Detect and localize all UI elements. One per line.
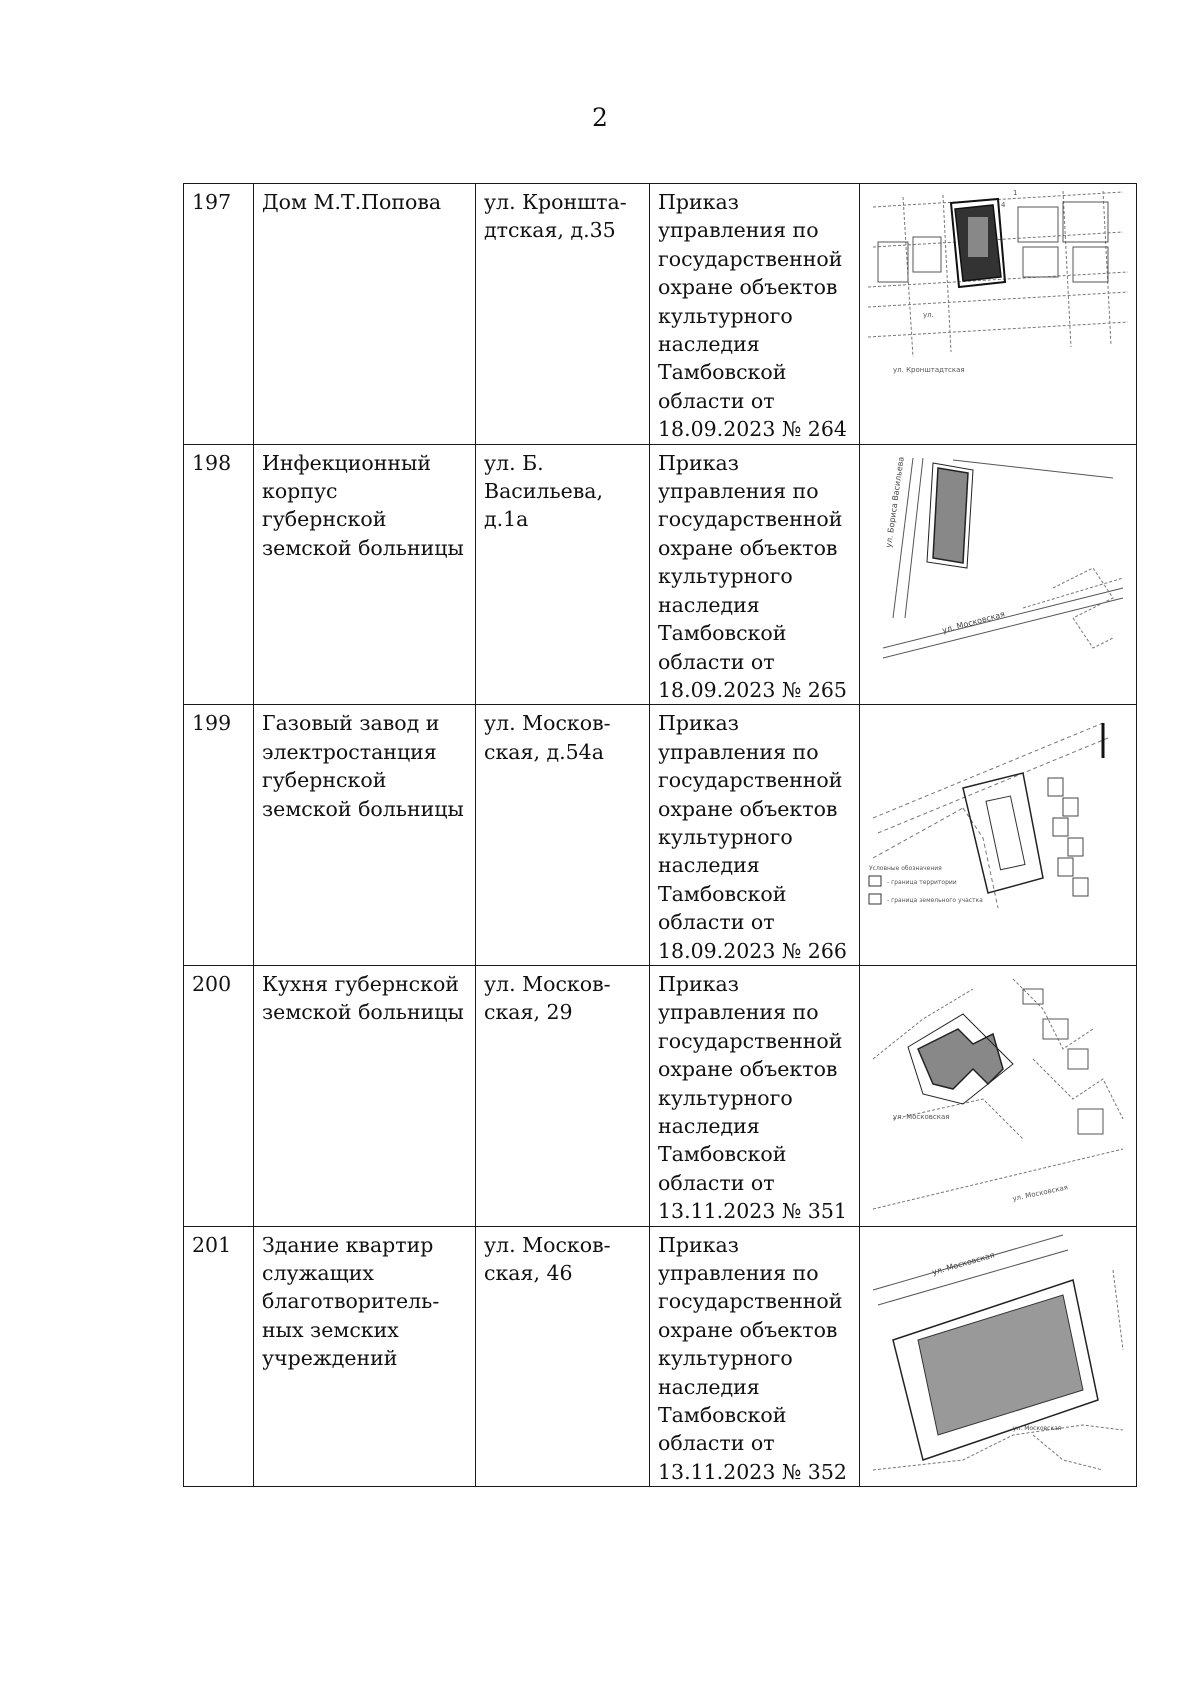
order-reference: Приказ управления по государственной охране объектов культурного наследия Тамбовской области от 18.09.2023 № 266 [650,705,860,966]
order-reference: Приказ управления по государственной охране объектов культурного наследия Тамбовской области от 13.11.2023 № 352 [650,1226,860,1487]
object-name: Газовый завод и электростанция губернской земской больницы [254,705,476,966]
territory-scheme-cell [860,184,1137,445]
object-name: Инфекционный корпус губернской земской больницы [254,444,476,705]
svg-text:ул. Московская: ул. Московская [893,1112,950,1121]
territory-scheme-map [863,708,1133,958]
object-address: ул. Москов-ская, 46 [476,1226,650,1487]
svg-text:ул. Московская: ул. Московская [1013,1424,1062,1432]
heritage-objects-table [183,183,1137,1487]
svg-text:- граница территории: - граница территории [887,879,957,887]
map-street-label: ул. Бориса Васильева [884,455,906,548]
territory-scheme-map [863,1230,1133,1480]
territory-scheme-map [863,969,1133,1219]
object-name: Кухня губернской земской больницы [254,965,476,1226]
territory-scheme-map [863,187,1133,437]
svg-text:4: 4 [1001,201,1006,209]
row-number: 199 [184,705,254,966]
territory-scheme-cell [860,965,1137,1226]
table-row [184,965,1137,1226]
object-address: ул. Кроншта-дтская, д.35 [476,184,650,445]
row-number: 197 [184,184,254,445]
object-name: Дом М.Т.Попова [254,184,476,445]
object-name: Здание квартир служащих благотворитель-ных земских учреждений [254,1226,476,1487]
table-row [184,705,1137,966]
page-number: 2 [592,103,608,132]
row-number: 200 [184,965,254,1226]
table-row [184,1226,1137,1487]
map-street-label: ул. Московская [941,609,1006,635]
territory-scheme-map [863,448,1133,698]
object-address: ул. Б. Васильева, д.1а [476,444,650,705]
object-address: ул. Москов-ская, 29 [476,965,650,1226]
order-reference: Приказ управления по государственной охране объектов культурного наследия Тамбовской области от 18.09.2023 № 265 [650,444,860,705]
svg-text:ул.: ул. [923,311,934,319]
table-row [184,444,1137,705]
svg-text:ул. Московская: ул. Московская [1011,1183,1069,1203]
svg-text:- граница земельного участка: - граница земельного участка [887,897,983,905]
svg-text:ул. Кронштадтская: ул. Кронштадтская [893,366,965,374]
territory-scheme-cell [860,705,1137,966]
territory-scheme-cell [860,444,1137,705]
row-number: 201 [184,1226,254,1487]
row-number: 198 [184,444,254,705]
order-reference: Приказ управления по государственной охране объектов культурного наследия Тамбовской области от 13.11.2023 № 351 [650,965,860,1226]
svg-text:1: 1 [1013,189,1018,197]
object-address: ул. Москов-ская, д.54а [476,705,650,966]
order-reference: Приказ управления по государственной охране объектов культурного наследия Тамбовской области от 18.09.2023 № 264 [650,184,860,445]
territory-scheme-cell [860,1226,1137,1487]
table-row [184,184,1137,445]
map-street-label: ул. Московская [931,1250,996,1277]
svg-text:Условные обозначения: Условные обозначения [869,865,942,873]
